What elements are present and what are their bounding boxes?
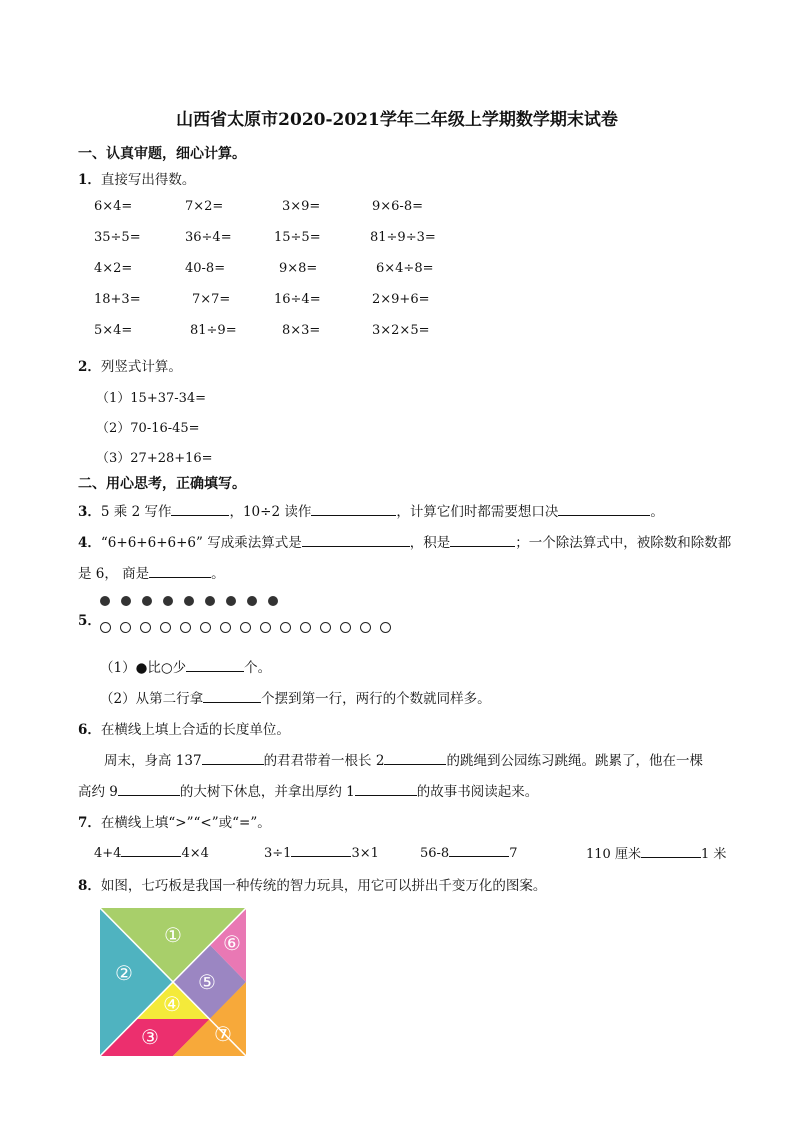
q3-text-1: 5 乘 2 写作 <box>100 504 172 520</box>
q3-blank-1[interactable] <box>171 502 229 516</box>
question-number: 2． <box>78 359 101 375</box>
page-title: 山西省太原市2020-2021学年二年级上学期数学期末试卷 <box>176 110 618 130</box>
q4-text-2: ，积是 <box>409 535 451 551</box>
hollow-circle <box>180 622 191 633</box>
q6-line-1 <box>104 749 703 769</box>
q4-text-1: “6+6+6+6+6” 写成乘法算式是 <box>100 535 302 551</box>
q3-text-4: 。 <box>650 504 664 520</box>
q7-left: 56-8 <box>420 846 450 861</box>
q3-blank-3[interactable] <box>558 502 650 516</box>
q4-blank-2[interactable] <box>450 533 515 547</box>
question-8 <box>78 874 546 894</box>
filled-dot <box>100 596 110 606</box>
calc-3-2: 40-8= <box>185 261 226 276</box>
q5-sub2-text-2: 个摆到第一行，两行的个数就同样多。 <box>261 691 491 707</box>
hollow-circle <box>300 622 311 633</box>
calc-4-1: 18+3= <box>94 292 141 307</box>
q7-left: 4+4 <box>94 846 122 861</box>
q7-blank-2[interactable] <box>291 843 351 857</box>
q7-right: 7 <box>509 846 518 861</box>
question-7 <box>78 811 271 831</box>
q7-item-1 <box>94 843 209 861</box>
section-2-heading: 二、用心思考，正确填写。 <box>78 476 246 492</box>
question-3 <box>78 500 664 520</box>
q5-blank-1[interactable] <box>186 658 244 672</box>
filled-dot <box>268 596 278 606</box>
q6-text-4: 高约 9 <box>78 784 118 800</box>
q6-text-6: 的故事书阅读起来。 <box>416 784 539 800</box>
question-4-line-2 <box>78 562 225 582</box>
q6-blank-2[interactable] <box>384 751 446 765</box>
section-1-heading: 一、认真审题，细心计算。 <box>78 146 246 162</box>
q7-item-3 <box>420 843 518 861</box>
q5-blank-2[interactable] <box>203 689 261 703</box>
tangram-figure <box>100 908 246 1056</box>
q7-item-4 <box>586 843 726 862</box>
calc-1-3: 3×9= <box>282 199 321 214</box>
tangram-label-7: ⑦ <box>214 1022 232 1046</box>
question-text: 在横线上填“>”“<”或“=”。 <box>100 815 271 831</box>
q3-text-2: ，10÷2 读作 <box>229 504 312 520</box>
hollow-circle <box>240 622 251 633</box>
q7-blank-3[interactable] <box>449 843 509 857</box>
hollow-circle <box>280 622 291 633</box>
q7-left: 3÷1 <box>264 846 292 861</box>
hollow-circles-row <box>100 617 400 636</box>
q6-blank-4[interactable] <box>355 782 417 796</box>
tangram-label-6: ⑥ <box>223 931 241 955</box>
q7-blank-4[interactable] <box>641 844 701 858</box>
q7-item-2 <box>264 843 379 861</box>
hollow-circle <box>320 622 331 633</box>
q4-text-3: ；一个除法算式中，被除数和除数都 <box>515 535 732 551</box>
filled-dot <box>184 596 194 606</box>
question-number: 7． <box>78 815 101 831</box>
calc-3-1: 4×2= <box>94 261 133 276</box>
q7-right: 4×4 <box>181 846 209 861</box>
calc-3-3: 9×8= <box>279 261 318 276</box>
q7-right: 1 米 <box>700 847 727 862</box>
q6-text-3: 的跳绳到公园练习跳绳。跳累了，他在一棵 <box>446 753 703 769</box>
question-text: 列竖式计算。 <box>100 359 182 375</box>
calc-2-2: 36÷4= <box>185 230 232 245</box>
hollow-circle <box>220 622 231 633</box>
filled-dot <box>247 596 257 606</box>
q3-text-3: ，计算它们时都需要想口决 <box>396 504 559 520</box>
question-number: 8． <box>78 878 101 894</box>
calc-5-3: 8×3= <box>282 323 321 338</box>
hollow-circle <box>160 622 171 633</box>
calc-2-4: 81÷9÷3= <box>370 230 436 245</box>
question-number: 5． <box>78 613 101 629</box>
q6-blank-3[interactable] <box>118 782 180 796</box>
q2-item-1: （1）15+37-34= <box>96 391 207 406</box>
question-number: 6． <box>78 722 101 738</box>
question-2 <box>78 355 182 375</box>
calc-1-1: 6×4= <box>94 199 133 214</box>
calc-5-1: 5×4= <box>94 323 133 338</box>
calc-4-4: 2×9+6= <box>372 292 430 307</box>
hollow-circle <box>200 622 211 633</box>
q6-text-5: 的大树下休息，并拿出厚约 1 <box>179 784 355 800</box>
question-4-line-1 <box>78 531 731 551</box>
filled-dot <box>205 596 215 606</box>
q2-item-3: （3）27+28+16= <box>96 451 213 466</box>
question-number: 4． <box>78 535 101 551</box>
q6-line-2 <box>78 780 538 800</box>
q5-sub1-text-1: （1）●比○少 <box>100 660 187 676</box>
tangram-label-3: ③ <box>141 1025 159 1049</box>
q5-sub1-text-2: 个。 <box>244 660 272 676</box>
hollow-circle <box>340 622 351 633</box>
hollow-circle <box>100 622 111 633</box>
question-text: 在横线上填上合适的长度单位。 <box>100 722 290 738</box>
tangram-label-1: ① <box>164 923 182 947</box>
tangram-label-4: ④ <box>163 992 181 1016</box>
tangram-label-2: ② <box>115 961 133 985</box>
hollow-circle <box>120 622 131 633</box>
q7-blank-1[interactable] <box>121 843 181 857</box>
calc-4-2: 7×7= <box>192 292 231 307</box>
question-number: 3． <box>78 504 101 520</box>
filled-dot <box>163 596 173 606</box>
calc-5-4: 3×2×5= <box>372 323 430 338</box>
question-text: 如图，七巧板是我国一种传统的智力玩具，用它可以拼出千变万化的图案。 <box>100 878 547 894</box>
hollow-circle <box>140 622 151 633</box>
filled-dot <box>142 596 152 606</box>
question-number: 1． <box>78 172 101 188</box>
hollow-circle <box>360 622 371 633</box>
q7-right: 3×1 <box>351 846 379 861</box>
calc-1-4: 9×6-8= <box>372 199 423 214</box>
hollow-circle <box>260 622 271 633</box>
q6-text-1: 周末，身高 137 <box>104 753 202 769</box>
filled-dot <box>226 596 236 606</box>
question-1 <box>78 168 195 188</box>
question-text: 直接写出得数。 <box>100 172 196 188</box>
tangram-label-5: ⑤ <box>198 970 216 994</box>
calc-2-3: 15÷5= <box>274 230 321 245</box>
q4-text-5: 。 <box>211 566 225 582</box>
calc-4-3: 16÷4= <box>274 292 321 307</box>
q3-blank-2[interactable] <box>311 502 396 516</box>
q4-blank-3[interactable] <box>149 564 211 578</box>
q4-blank-1[interactable] <box>302 533 410 547</box>
hollow-circle <box>380 622 391 633</box>
q5-sub-2 <box>100 687 491 707</box>
q5-sub2-text-1: （2）从第二行拿 <box>100 691 204 707</box>
filled-dot <box>121 596 131 606</box>
filled-dots-row <box>100 590 289 609</box>
q4-text-4: 是 6， 商是 <box>78 566 150 582</box>
q7-left: 110 厘米 <box>586 847 641 862</box>
question-6 <box>78 718 290 738</box>
calc-5-2: 81÷9= <box>190 323 237 338</box>
q2-item-2: （2）70-16-45= <box>96 421 200 436</box>
calc-3-4: 6×4÷8= <box>376 261 434 276</box>
calc-2-1: 35÷5= <box>94 230 141 245</box>
q6-text-2: 的君君带着一根长 2 <box>263 753 385 769</box>
q5-sub-1 <box>100 656 271 676</box>
q6-blank-1[interactable] <box>202 751 264 765</box>
calc-1-2: 7×2= <box>185 199 224 214</box>
